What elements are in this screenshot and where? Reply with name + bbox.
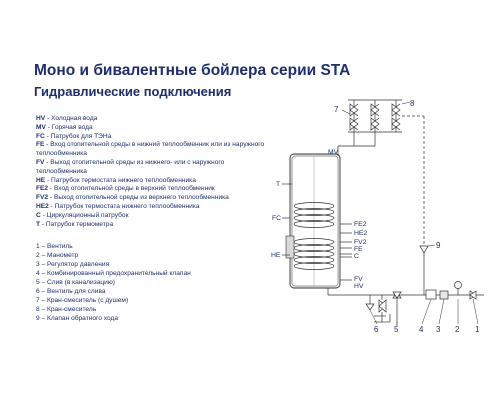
label-fe: FE (354, 246, 363, 253)
legend-text: - Патрубок термостата нижнего теплообменника (48, 202, 200, 210)
part-item-3: 3 – Регулятор давления (36, 261, 110, 268)
legend-text: - Вход отопительной среды в нижний теплообменник или из наружного теплообменника (36, 141, 265, 158)
part-item-7: 7 – Кран-смеситель (с душем) (36, 297, 129, 304)
legend-code: FE (36, 141, 45, 149)
cold-water-line (328, 246, 484, 326)
callout-3: 3 (436, 325, 441, 334)
label-fe2: FE2 (354, 221, 367, 228)
part-item-6: 6 – Вентиль для слива (36, 288, 106, 295)
label-hv: HV (354, 283, 364, 290)
label-he2: HE2 (354, 230, 368, 237)
legend-code: FV2 (36, 194, 49, 202)
legend-item-fv2 (36, 194, 268, 203)
legend-item-c (36, 212, 268, 221)
callout-8: 8 (410, 99, 415, 108)
callout-9: 9 (436, 241, 441, 250)
callout-1: 1 (475, 325, 480, 334)
legend-item-fv (36, 159, 268, 177)
legend-text: - Патрубок для ТЭНа (44, 132, 112, 140)
legend-text: - Патрубок термостата нижнего теплообменника (45, 176, 196, 184)
legend-text: - Патрубок термометра (40, 220, 114, 228)
connection-legend (36, 115, 268, 229)
legend-text: - Выход отопительной среды из нижнего- или с наружного теплообменника (36, 158, 225, 175)
legend-code: FV (36, 158, 45, 166)
legend-text: - Холодная вода (45, 115, 98, 122)
label-c: C (354, 253, 359, 260)
page-subtitle: Гидравлические подключения (34, 84, 232, 99)
part-item-4: 4 – Комбинированный предохранительный клапан (36, 270, 191, 277)
callout-4: 4 (419, 325, 424, 334)
legend-item-he2 (36, 203, 268, 212)
parts-list (36, 242, 268, 323)
legend-text: - Горячая вода (45, 123, 93, 131)
part-item-5: 5 – Слив (в канализацию) (36, 279, 115, 286)
part-item-8: 8 – Кран-смеситель (36, 306, 97, 313)
legend-code: T (36, 220, 41, 228)
legend-text: - Вход отопительной среды в верхний теплообменник (48, 185, 215, 193)
label-fv: FV (354, 276, 363, 283)
legend-text: - Выход отопительной среды из верхнего теплообменника (48, 194, 229, 202)
legend-item-fe (36, 141, 268, 159)
label-mv: MV (328, 149, 339, 156)
mixer-valves (338, 100, 424, 251)
legend-text: - Циркуляционный патрубок (40, 211, 129, 219)
boiler-connection-diagram (262, 96, 498, 336)
legend-code: HE (36, 176, 46, 184)
legend-item-fe2 (36, 185, 268, 194)
label-fv2: FV2 (354, 239, 367, 246)
callout-7: 7 (334, 105, 339, 114)
legend-code: HE2 (36, 202, 49, 210)
legend-item-t (36, 221, 268, 230)
part-item-9: 9 – Клапан обратного хода (36, 315, 119, 322)
callout-5: 5 (394, 325, 399, 334)
legend-item-mv (36, 124, 268, 133)
callout-2: 2 (455, 325, 460, 334)
legend-code: C (36, 211, 41, 219)
callout-6: 6 (374, 325, 379, 334)
legend-code: MV (36, 123, 46, 131)
legend-code: HV (36, 115, 46, 122)
part-item-1: 1 – Вентиль (36, 243, 73, 250)
legend-code: FC (36, 132, 45, 140)
label-he: HE (271, 252, 281, 259)
label-t: T (276, 181, 281, 188)
legend-item-hv (36, 115, 268, 124)
part-item-2: 2 – Манометр (36, 252, 79, 259)
page-title: Моно и бивалентные бойлера серии STA (34, 62, 351, 79)
label-fc: FC (272, 215, 282, 222)
legend-code: FE2 (36, 185, 49, 193)
